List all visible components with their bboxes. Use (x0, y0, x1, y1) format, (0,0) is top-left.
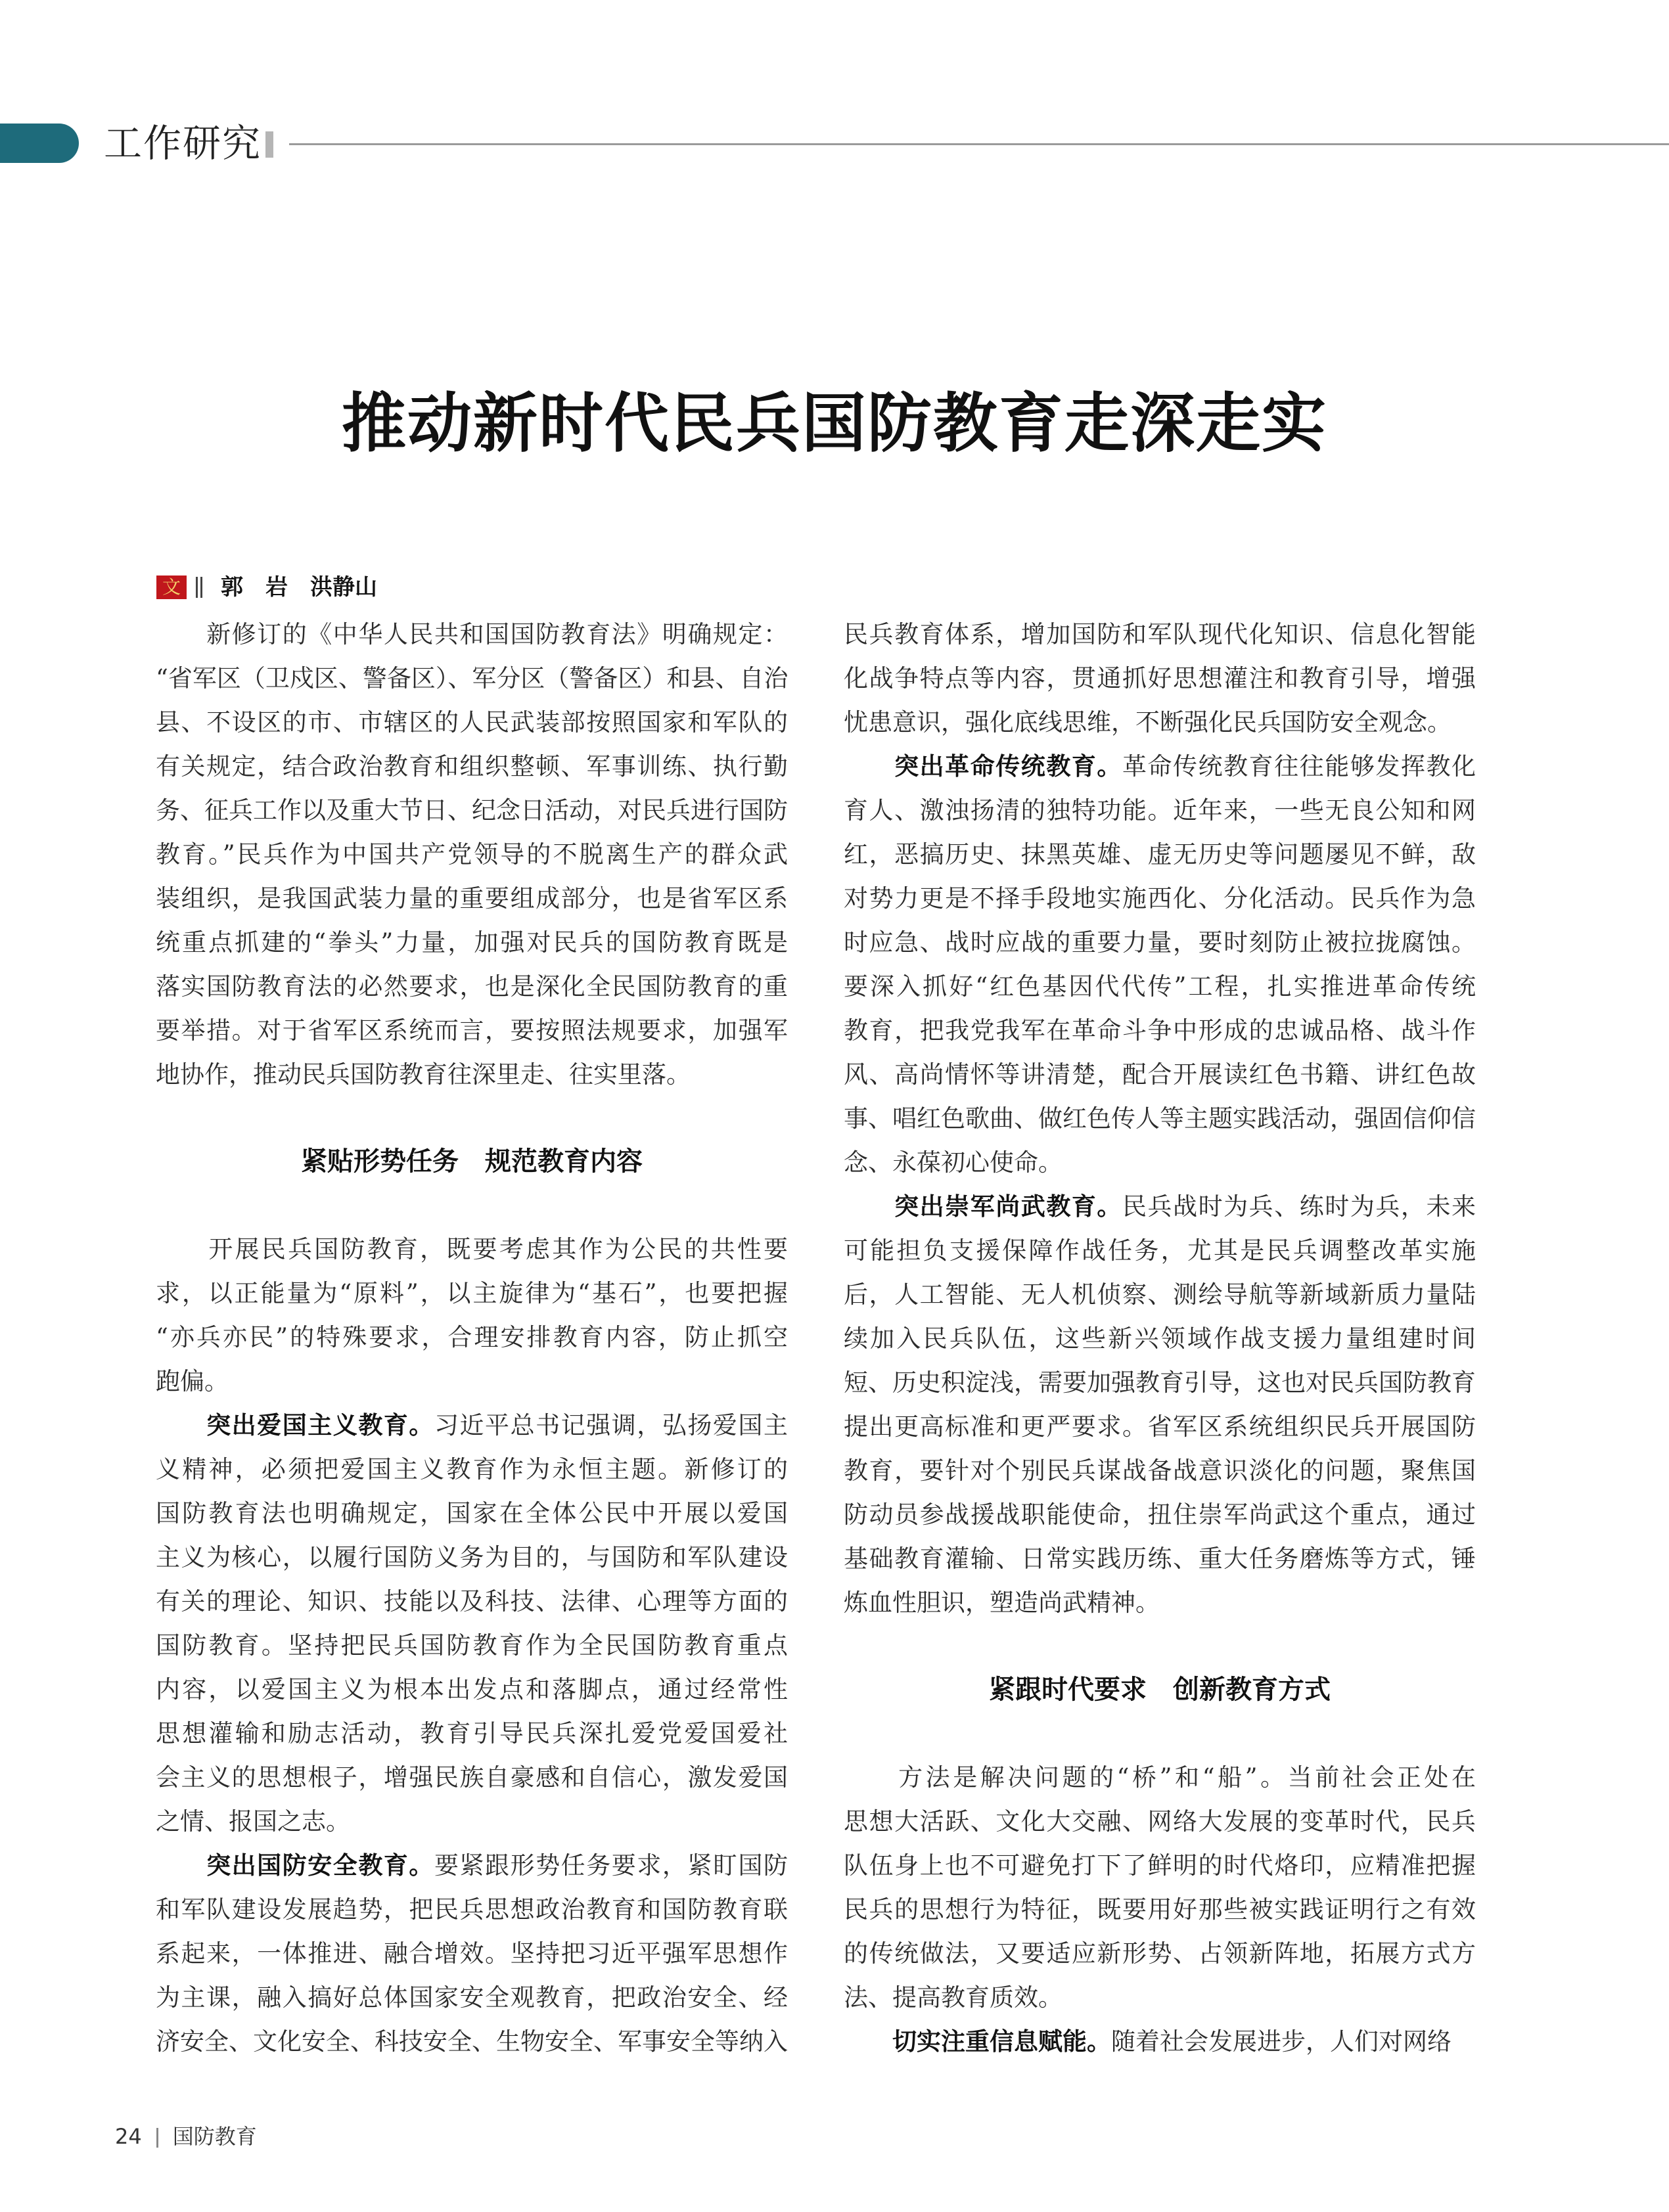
section-tab-marker (0, 124, 79, 163)
line-text: 可能担负支援保障作战任务，尤其是民兵调整改革实施 (844, 1236, 1476, 1265)
footer-separator (156, 2128, 158, 2148)
text-line (844, 1361, 1476, 1405)
line-text: 要举措。对于省军区系统而言，要按照法规要求，加强军 (156, 1016, 788, 1045)
text-line (156, 1887, 788, 1931)
text-line (156, 1623, 788, 1667)
text-line (844, 1273, 1476, 1317)
text-line (844, 612, 1476, 656)
text-line (156, 1755, 788, 1799)
paragraph-gap (156, 1184, 788, 1227)
text-line (156, 612, 788, 656)
line-text: 统重点抓建的“拳头”力量，加强对民兵的国防教育既是 (156, 928, 788, 957)
text-line (156, 1271, 788, 1315)
line-text: 义精神，必须把爱国主义教育作为永恒主题。新修订的 (156, 1455, 788, 1483)
text-line (844, 1493, 1476, 1537)
text-line (844, 656, 1476, 700)
text-line (156, 1975, 788, 2020)
line-text: 要深入抓好“红色基因代代传”工程，扎实推进革命传统 (844, 972, 1476, 1001)
line-text: 对势力更是不择手段地实施西化、分化活动。民兵作为急 (844, 884, 1476, 913)
text-line (844, 1799, 1476, 1843)
text-line (844, 876, 1476, 920)
text-line (156, 1579, 788, 1623)
text-line (156, 2020, 788, 2064)
line-text: 跑偏。 (156, 1367, 229, 1395)
body-column-left (156, 612, 788, 2064)
line-text: 内容，以爱国主义为根本出发点和落脚点，通过经常性 (156, 1675, 788, 1704)
line-text: 事、唱红色歌曲、做红色传人等主题实践活动，强固信仰信 (844, 1104, 1476, 1133)
line-text: 有关规定，结合政治教育和组织整顿、军事训练、执行勤 (156, 752, 788, 780)
bold-lead-phrase: 切实注重信息赋能。 (844, 2027, 1111, 2056)
line-text: 国防教育。坚持把民兵国防教育作为全民国防教育重点 (156, 1631, 788, 1659)
bold-lead-phrase: 突出爱国主义教育。 (156, 1411, 434, 1439)
line-text: 民兵战时为兵、练时为兵，未来 (1122, 1192, 1476, 1221)
line-text: 地协作，推动民兵国防教育往深里走、往实里落。 (156, 1060, 691, 1089)
body-column-right (844, 612, 1476, 2064)
line-text: 思想灌输和励志活动，教育引导民兵深扎爱党爱国爱社 (156, 1719, 788, 1748)
text-line (844, 1096, 1476, 1140)
text-line (156, 656, 788, 700)
paragraph-gap (844, 1712, 1476, 1755)
line-text: 队伍身上也不可避免打下了鲜明的时代烙印，应精准把握 (844, 1851, 1476, 1880)
line-text: 有关的理论、知识、技能以及科技、法律、心理等方面的 (156, 1587, 788, 1615)
text-line (844, 1581, 1476, 1625)
line-text: 思想大活跃、文化大交融、网络大发展的变革时代，民兵 (844, 1807, 1476, 1836)
line-text: 教育，把我党我军在革命斗争中形成的忠诚品格、战斗作 (844, 1016, 1476, 1045)
page-footer (115, 2118, 257, 2155)
section-heading: 紧跟时代要求 创新教育方式 (989, 1675, 1331, 1705)
text-line (156, 920, 788, 964)
text-line (844, 2020, 1476, 2064)
text-line (844, 1140, 1476, 1185)
line-text: 防动员参战援战职能使命，扭住崇军尚武这个重点，通过 (844, 1501, 1476, 1529)
text-line (156, 1491, 788, 1535)
section-heading: 紧贴形势任务 规范教育内容 (301, 1146, 643, 1177)
line-text: 提出更高标准和更严要求。省军区系统组织民兵开展国防 (844, 1412, 1476, 1441)
line-text: 习近平总书记强调，弘扬爱国主 (434, 1411, 788, 1439)
line-text: 教育。”民兵作为中国共产党领导的不脱离生产的群众武 (156, 840, 788, 869)
line-text: 县、不设区的市、市辖区的人民武装部按照国家和军队的 (156, 708, 788, 736)
text-line (156, 964, 788, 1008)
line-text: 要紧跟形势任务要求，紧盯国防 (434, 1851, 788, 1880)
article-title: 推动新时代民兵国防教育走深走实 (341, 386, 1327, 461)
text-line (156, 1359, 788, 1403)
page-number: 24 (115, 2124, 142, 2149)
text-line (844, 1185, 1476, 1229)
line-text: 短、历史积淀浅，需要加强教育引导，这也对民兵国防教育 (844, 1368, 1476, 1397)
line-text: 随着社会发展进步，人们对网络 (1111, 2027, 1452, 2056)
text-line (156, 1052, 788, 1096)
bold-lead-phrase: 突出革命传统教育。 (844, 752, 1122, 780)
line-text: 民兵教育体系，增加国防和军队现代化知识、信息化智能 (844, 620, 1476, 648)
text-line (156, 744, 788, 788)
line-text: 装组织，是我国武装力量的重要组成部分，也是省军区系 (156, 884, 788, 913)
line-text: “省军区（卫戍区、警备区）、军分区（警备区）和县、自治 (156, 664, 788, 692)
text-line (156, 1403, 788, 1447)
text-line (844, 1755, 1476, 1799)
text-line (156, 1315, 788, 1359)
line-text: 化战争特点等内容，贯通抓好思想灌注和教育引导，增强 (844, 664, 1476, 692)
line-text: “亦兵亦民”的特殊要求，合理安排教育内容，防止抓空 (156, 1323, 788, 1351)
text-line (844, 1537, 1476, 1581)
text-line (156, 1667, 788, 1711)
line-text: 基础教育灌输、日常实践历练、重大任务磨炼等方式，锤 (844, 1545, 1476, 1573)
text-line (844, 788, 1476, 832)
header-rule (289, 143, 1669, 145)
text-line (844, 1052, 1476, 1096)
text-line (156, 1843, 788, 1887)
line-text: 法、提高教育质效。 (844, 1983, 1063, 2012)
text-line (844, 744, 1476, 788)
line-text: 会主义的思想根子，增强民族自豪感和自信心，激发爱国 (156, 1763, 788, 1792)
text-line (844, 1008, 1476, 1052)
line-text: 之情、报国之志。 (156, 1807, 350, 1836)
line-text: 革命传统教育往往能够发挥教化 (1122, 752, 1476, 780)
text-line (156, 788, 788, 832)
line-text: 求，以正能量为“原料”，以主旋律为“基石”，也要把握 (156, 1279, 788, 1307)
line-text: 开展民兵国防教育，既要考虑其作为公民的共性要 (156, 1235, 788, 1263)
author-badge-icon: 文 (156, 576, 187, 599)
text-line (156, 1711, 788, 1755)
paragraph-gap (156, 1096, 788, 1140)
line-text: 育人、激浊扬清的独特功能。近年来，一些无良公知和网 (844, 796, 1476, 824)
line-text: 落实国防教育法的必然要求，也是深化全民国防教育的重 (156, 972, 788, 1001)
text-line (156, 1799, 788, 1843)
line-text: 为主课，融入搞好总体国家安全观教育，把政治安全、经 (156, 1983, 788, 2012)
line-text: 务、征兵工作以及重大节日、纪念日活动，对民兵进行国防 (156, 796, 788, 824)
text-line (156, 832, 788, 876)
text-line (844, 1931, 1476, 1975)
text-line (844, 700, 1476, 744)
text-line (844, 920, 1476, 964)
line-text: 续加入民兵队伍，这些新兴领域作战支援力量组建时间 (844, 1324, 1476, 1353)
line-text: 后，人工智能、无人机侦察、测绘导航等新域新质力量陆 (844, 1280, 1476, 1309)
text-line (156, 876, 788, 920)
line-text: 新修订的《中华人民共和国国防教育法》明确规定： (156, 620, 788, 648)
line-text: 系起来，一体推进、融合增效。坚持把习近平强军思想作 (156, 1939, 788, 1968)
line-text: 教育，要针对个别民兵谋战备战意识淡化的问题，聚焦国 (844, 1456, 1476, 1485)
text-line (156, 1227, 788, 1271)
line-text: 念、永葆初心使命。 (844, 1148, 1063, 1177)
bold-lead-phrase: 突出崇军尚武教育。 (844, 1192, 1122, 1221)
text-line (156, 1447, 788, 1491)
text-line (844, 1843, 1476, 1887)
text-line (844, 832, 1476, 876)
article-authors: 郭 岩 洪静山 (221, 574, 377, 600)
text-line (156, 700, 788, 744)
line-text: 时应急、战时应战的重要力量，要时刻防止被拉拢腐蚀。 (844, 928, 1476, 957)
line-text: 炼血性胆识，塑造尚武精神。 (844, 1589, 1160, 1617)
text-line (844, 1229, 1476, 1273)
line-text: 济安全、文化安全、科技安全、生物安全、军事安全等纳入 (156, 2027, 788, 2056)
line-text: 风、高尚情怀等讲清楚，配合开展读红色书籍、讲红色故 (844, 1060, 1476, 1089)
text-line (844, 1405, 1476, 1449)
header-divider-tick (265, 131, 273, 158)
text-line (156, 1535, 788, 1579)
line-text: 和军队建设发展趋势，把民兵思想政治教育和国防教育联 (156, 1895, 788, 1924)
text-line (844, 1449, 1476, 1493)
paragraph-gap (844, 1625, 1476, 1668)
text-line (156, 1931, 788, 1975)
bold-lead-phrase: 突出国防安全教育。 (156, 1851, 434, 1880)
text-line (844, 964, 1476, 1008)
line-text: 的传统做法，又要适应新形势、占领新阵地，拓展方式方 (844, 1939, 1476, 1968)
text-line (844, 1975, 1476, 2020)
magazine-name: 国防教育 (172, 2124, 257, 2149)
section-label: 工作研究 (104, 121, 262, 166)
line-text: 方法是解决问题的“桥”和“船”。当前社会正处在 (844, 1763, 1476, 1792)
line-text: 国防教育法也明确规定，国家在全体公民中开展以爱国 (156, 1499, 788, 1527)
line-text: 主义为核心，以履行国防义务为目的，与国防和军队建设 (156, 1543, 788, 1571)
line-text: 红，恶搞历史、抹黑英雄、虚无历史等问题屡见不鲜，敌 (844, 840, 1476, 869)
line-text: 民兵的思想行为特征，既要用好那些被实践证明行之有效 (844, 1895, 1476, 1924)
line-text: 忧患意识，强化底线思维，不断强化民兵国防安全观念。 (844, 708, 1452, 736)
text-line (844, 1887, 1476, 1931)
byline-separator (196, 577, 202, 598)
text-line (156, 1008, 788, 1052)
text-line (844, 1317, 1476, 1361)
